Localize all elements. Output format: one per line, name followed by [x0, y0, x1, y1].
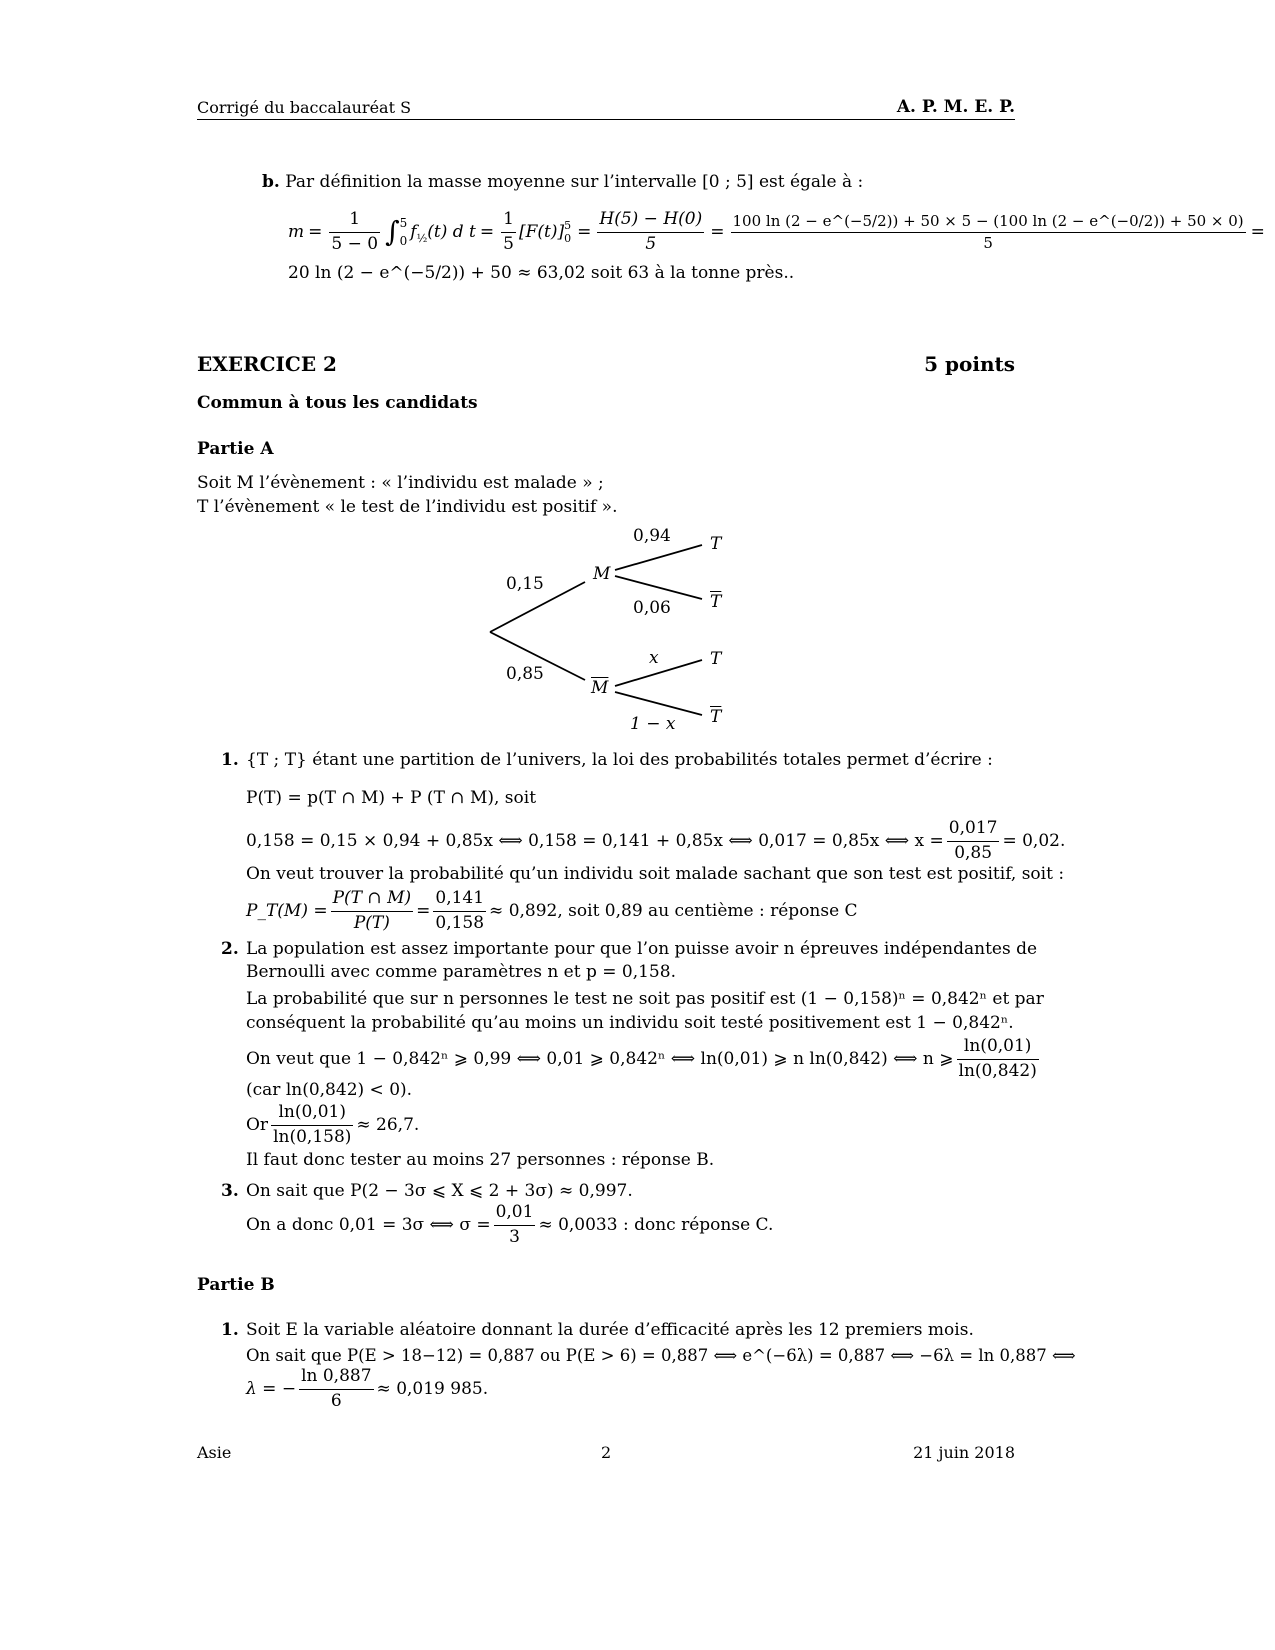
antiderivative-bracket: [F(t)]	[518, 221, 565, 242]
branch-mbar-tbar	[615, 692, 702, 715]
exercise-points: 5 points	[924, 352, 1015, 376]
lambda-fraction-num: ln 0,887	[299, 1365, 373, 1389]
prev-b-intro: Par définition la masse moyenne sur l’intervalle [0 ; 5] est égale à :	[285, 172, 864, 192]
q2-fraction-2-num: ln(0,01)	[271, 1101, 353, 1125]
exercise-title: EXERCICE 2	[197, 352, 337, 376]
bracket-bounds	[564, 219, 571, 245]
tree-prob-mbar: 0,85	[506, 664, 544, 684]
q1-fraction-3-den: 0,158	[435, 912, 485, 933]
fraction-3-num: H(5) − H(0)	[597, 208, 704, 232]
q3-fraction	[494, 1201, 536, 1249]
q2-inequality-line	[246, 1036, 1042, 1082]
tree-leaf-t-1: T	[710, 534, 722, 554]
question-2-number: 2.	[221, 939, 239, 959]
q3-sigma-end: ≈ 0,0033 : donc réponse C.	[538, 1214, 774, 1235]
q2-line-4: conséquent la probabilité qu’au moins un individu soit testé positivement est 1 − 0,842ⁿ.	[246, 1013, 1014, 1033]
q2-fraction-den: ln(0,842)	[958, 1060, 1037, 1081]
q3-fraction-num: 0,01	[494, 1201, 536, 1225]
tree-prob-tbar-given-mbar: 1 − x	[630, 714, 676, 734]
tree-prob-tbar-given-m: 0,06	[633, 598, 671, 618]
q1-fraction-2-num: P(T ∩ M)	[331, 887, 414, 911]
q3-sigma-line	[246, 1202, 773, 1248]
q3-fraction-den: 3	[509, 1226, 520, 1247]
fraction-2-den: 5	[503, 233, 514, 254]
integral-upper: 5	[399, 216, 408, 230]
q2-or-word: Or	[246, 1114, 269, 1135]
q1-conditional-line	[246, 888, 858, 934]
fraction-1-num: 1	[329, 208, 380, 232]
lambda-line	[246, 1366, 488, 1412]
q1-equation-text: 0,158 = 0,15 × 0,94 + 0,85x ⟺ 0,158 = 0,141 + 0,85x ⟺ 0,017 = 0,85x ⟺ x =	[246, 830, 944, 851]
footer-date: 21 juin 2018	[913, 1443, 1015, 1462]
q1-equation-end: = 0,02.	[1002, 830, 1066, 851]
fraction-4	[731, 211, 1246, 254]
q1-equation-line	[246, 818, 1065, 864]
integral-sign: ∫	[385, 215, 400, 248]
fraction-4-den: 5	[983, 233, 993, 252]
q3-sigma-start: On a donc 0,01 = 3σ ⟺ σ =	[246, 1214, 491, 1235]
q1-total-prob-line: P(T) = p(T ∩ M) + P (T ∩ M), soit	[246, 788, 537, 808]
integral-lower: 0	[399, 234, 408, 248]
lambda-fraction-den: 6	[330, 1390, 342, 1411]
q1-fraction-num: 0,017	[947, 817, 1000, 841]
q2-line-6: (car ln(0,842) < 0).	[246, 1080, 413, 1100]
lambda-start: λ = −	[246, 1378, 297, 1399]
mass-symbol: m	[288, 221, 305, 242]
fraction-2-num: 1	[501, 208, 516, 232]
lambda-end: ≈ 0,019 985.	[376, 1378, 489, 1399]
q1-fraction-den: 0,85	[954, 842, 993, 863]
partie-b-heading: Partie B	[197, 1275, 275, 1295]
q2-fraction-2-den: ln(0,158)	[273, 1126, 352, 1147]
integrand-f: f	[410, 221, 417, 242]
equals-sign: =	[577, 221, 592, 242]
question-1-number: 1.	[221, 750, 239, 770]
equals-sign: =	[1250, 221, 1265, 242]
header-left: Corrigé du baccalauréat S	[197, 98, 412, 117]
partie-a-heading: Partie A	[197, 439, 274, 459]
fraction-2	[501, 208, 516, 256]
exercise-subtitle: Commun à tous les candidats	[197, 393, 478, 413]
q1-fraction-3	[433, 887, 486, 935]
q1-fraction-2	[331, 887, 414, 935]
fraction-1	[329, 208, 380, 256]
bracket-sup: 5	[564, 218, 572, 232]
integrand-tail: (t) d t	[427, 221, 476, 242]
integrand-sub: ½	[416, 231, 428, 245]
q2-line-3: La probabilité que sur n personnes le test ne soit pas positif est (1 − 0,158)ⁿ = 0,842ⁿ et par	[246, 989, 1044, 1009]
q2-inequality-text: On veut que 1 − 0,842ⁿ ⩾ 0,99 ⟺ 0,01 ⩾ 0,842ⁿ ⟺ ln(0,01) ⩾ n ln(0,842) ⟺ n ⩾	[246, 1048, 954, 1069]
fraction-3-den: 5	[645, 233, 657, 254]
lambda-fraction	[299, 1365, 373, 1413]
q2-fraction-num: ln(0,01)	[957, 1035, 1039, 1059]
definition-m: Soit M l’évènement : « l’individu est malade » ;	[197, 473, 604, 493]
q1-fraction	[947, 817, 1000, 865]
tree-prob-m: 0,15	[506, 574, 544, 594]
branch-m-t	[615, 545, 702, 570]
tree-leaf-tbar-2: $\overline{T}$	[710, 707, 722, 727]
equals-sign: =	[710, 221, 725, 242]
tree-leaf-tbar-1: $\overline{T}$	[710, 592, 722, 612]
q2-approx: ≈ 26,7.	[356, 1114, 420, 1135]
q3-line-1: On sait que P(2 − 3σ ⩽ X ⩽ 2 + 3σ) ≈ 0,997.	[246, 1181, 633, 1201]
q2-or-line	[246, 1102, 419, 1148]
equals-sign: =	[308, 221, 323, 242]
integral-bounds	[400, 214, 408, 250]
tree-prob-t-given-m: 0,94	[633, 526, 671, 546]
tree-leaf-t-2: T	[710, 649, 722, 669]
definition-t: T l’évènement « le test de l’individu est positif ».	[197, 497, 618, 517]
mean-mass-result: 20 ln (2 − e^(−5/2)) + 50 ≈ 63,02 soit 63 à la tonne près..	[288, 263, 795, 283]
tree-node-mbar: $\overline{M}$	[591, 678, 609, 698]
q1-conditional-start: P_T(M) =	[246, 900, 328, 921]
probability-tree	[0, 520, 1275, 740]
q1-conditional-end: ≈ 0,892, soit 0,89 au centième : réponse C	[489, 900, 858, 921]
fraction-4-num: 100 ln (2 − e^(−5/2)) + 50 × 5 − (100 ln (2 − e^(−0/2)) + 50 × 0)	[731, 211, 1246, 233]
prev-b-intro-line	[262, 174, 863, 191]
mean-mass-formula	[288, 204, 1265, 260]
tree-prob-t-given-mbar: x	[649, 648, 659, 668]
q1-partition-line: {T ; T} étant une partition de l’univers, la loi des probabilités totales permet d’écrire :	[246, 750, 993, 770]
q2-fraction	[957, 1035, 1039, 1083]
prev-b-label: b.	[262, 172, 280, 192]
partie-b-q1-line-1: Soit E la variable aléatoire donnant la durée d’efficacité après les 12 premiers mois.	[246, 1320, 974, 1340]
header-rule	[197, 119, 1015, 120]
equals-sign: =	[416, 900, 431, 921]
question-3-number: 3.	[221, 1181, 239, 1201]
bracket-sub: 0	[564, 232, 572, 245]
tree-node-m: M	[593, 564, 611, 584]
q2-fraction-2	[271, 1101, 353, 1149]
header-right: A. P. M. E. P.	[896, 97, 1015, 117]
partie-b-question-1-number: 1.	[221, 1320, 239, 1340]
q1-fraction-2-den: P(T)	[353, 912, 390, 933]
q2-conclusion: Il faut donc tester au moins 27 personnes : réponse B.	[246, 1150, 715, 1170]
fraction-3	[597, 208, 704, 256]
q2-line-2: Bernoulli avec comme paramètres n et p = 0,158.	[246, 962, 676, 982]
equals-sign: =	[479, 221, 495, 242]
fraction-1-den: 5 − 0	[331, 233, 379, 254]
footer-left: Asie	[197, 1443, 232, 1462]
page-number: 2	[601, 1443, 612, 1462]
q2-line-1: La population est assez importante pour que l’on puisse avoir n épreuves indépendantes de	[246, 939, 1038, 959]
branch-m-tbar	[615, 576, 702, 599]
q1-goal-line: On veut trouver la probabilité qu’un individu soit malade sachant que son test est positif, soit :	[246, 864, 1065, 884]
partie-b-q1-line-2: On sait que P(E > 18−12) = 0,887 ou P(E > 6) = 0,887 ⟺ e^(−6λ) = 0,887 ⟺ −6λ = ln 0,887 ⟺	[246, 1346, 1076, 1365]
q1-fraction-3-num: 0,141	[433, 887, 486, 911]
